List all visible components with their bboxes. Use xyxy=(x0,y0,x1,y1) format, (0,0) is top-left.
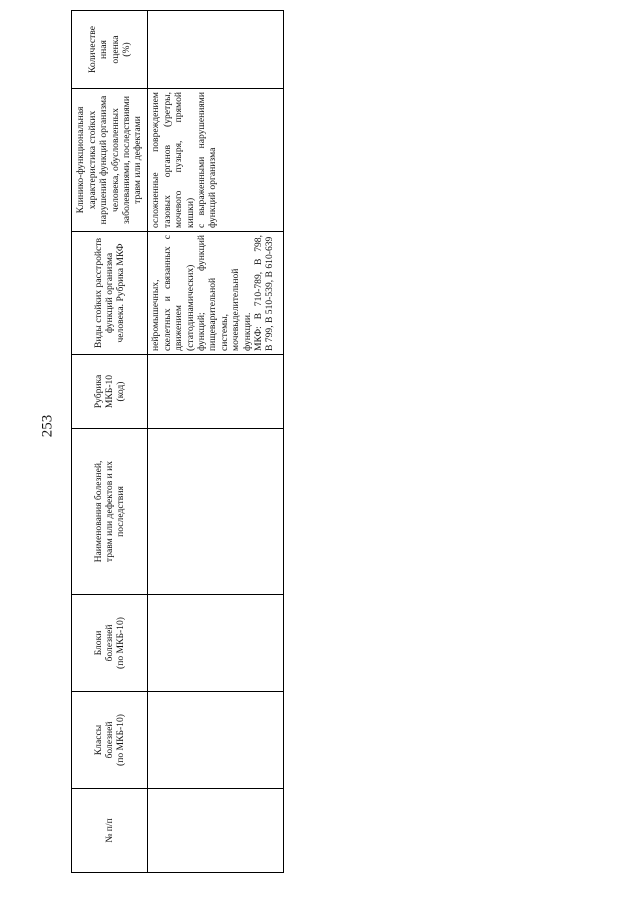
header-number: № п/п xyxy=(72,789,148,873)
header-disease-blocks: Блоки болезней (по МКБ-10) xyxy=(72,595,148,692)
header-disease-names: Наименования болезней, травм или дефектов и их последствия xyxy=(72,429,148,595)
header-quantitative-assessment: Количестве нная оценка (%) xyxy=(72,11,148,89)
header-clinical-characteristic: Клинико-функциональная характеристика стойких нарушений функций организма человека, обусловленных заболеваниями, последствиями травм или дефектами xyxy=(72,89,148,232)
page-number-text: 253 xyxy=(39,414,56,438)
header-disease-classes: Классы болезней (по МКБ-10) xyxy=(72,692,148,789)
cell-clinical-characteristic: осложненные повреждением тазовых органов (уретры, мочевого пузыря, прямой кишки) с выраженными нарушениями функций организма xyxy=(148,89,284,232)
header-icd-code: Рубрика МКБ-10 (код) xyxy=(72,355,148,429)
criteria-table xyxy=(71,10,284,873)
cell-disease-block xyxy=(148,595,284,692)
cell-disease-name xyxy=(148,429,284,595)
rotated-table-container xyxy=(71,11,284,873)
header-disorder-types: Виды стойких расстройств функций организма человека. Рубрика МКФ xyxy=(72,232,148,355)
table-header-row xyxy=(72,11,148,873)
cell-disease-class xyxy=(148,692,284,789)
table-row xyxy=(148,11,284,873)
cell-disorder-types: нейромышечных, скелетных и связанных с движением (статодинамических) функций; функций пищеварительной системы, мочевыделительной функции. МКФ: В 710-789, В 798, В 799, В 510-539, В 610-639 xyxy=(148,232,284,355)
cell-quantitative-assessment xyxy=(148,11,284,89)
cell-icd-code xyxy=(148,355,284,429)
page-number xyxy=(36,414,60,438)
cell-number xyxy=(148,789,284,873)
